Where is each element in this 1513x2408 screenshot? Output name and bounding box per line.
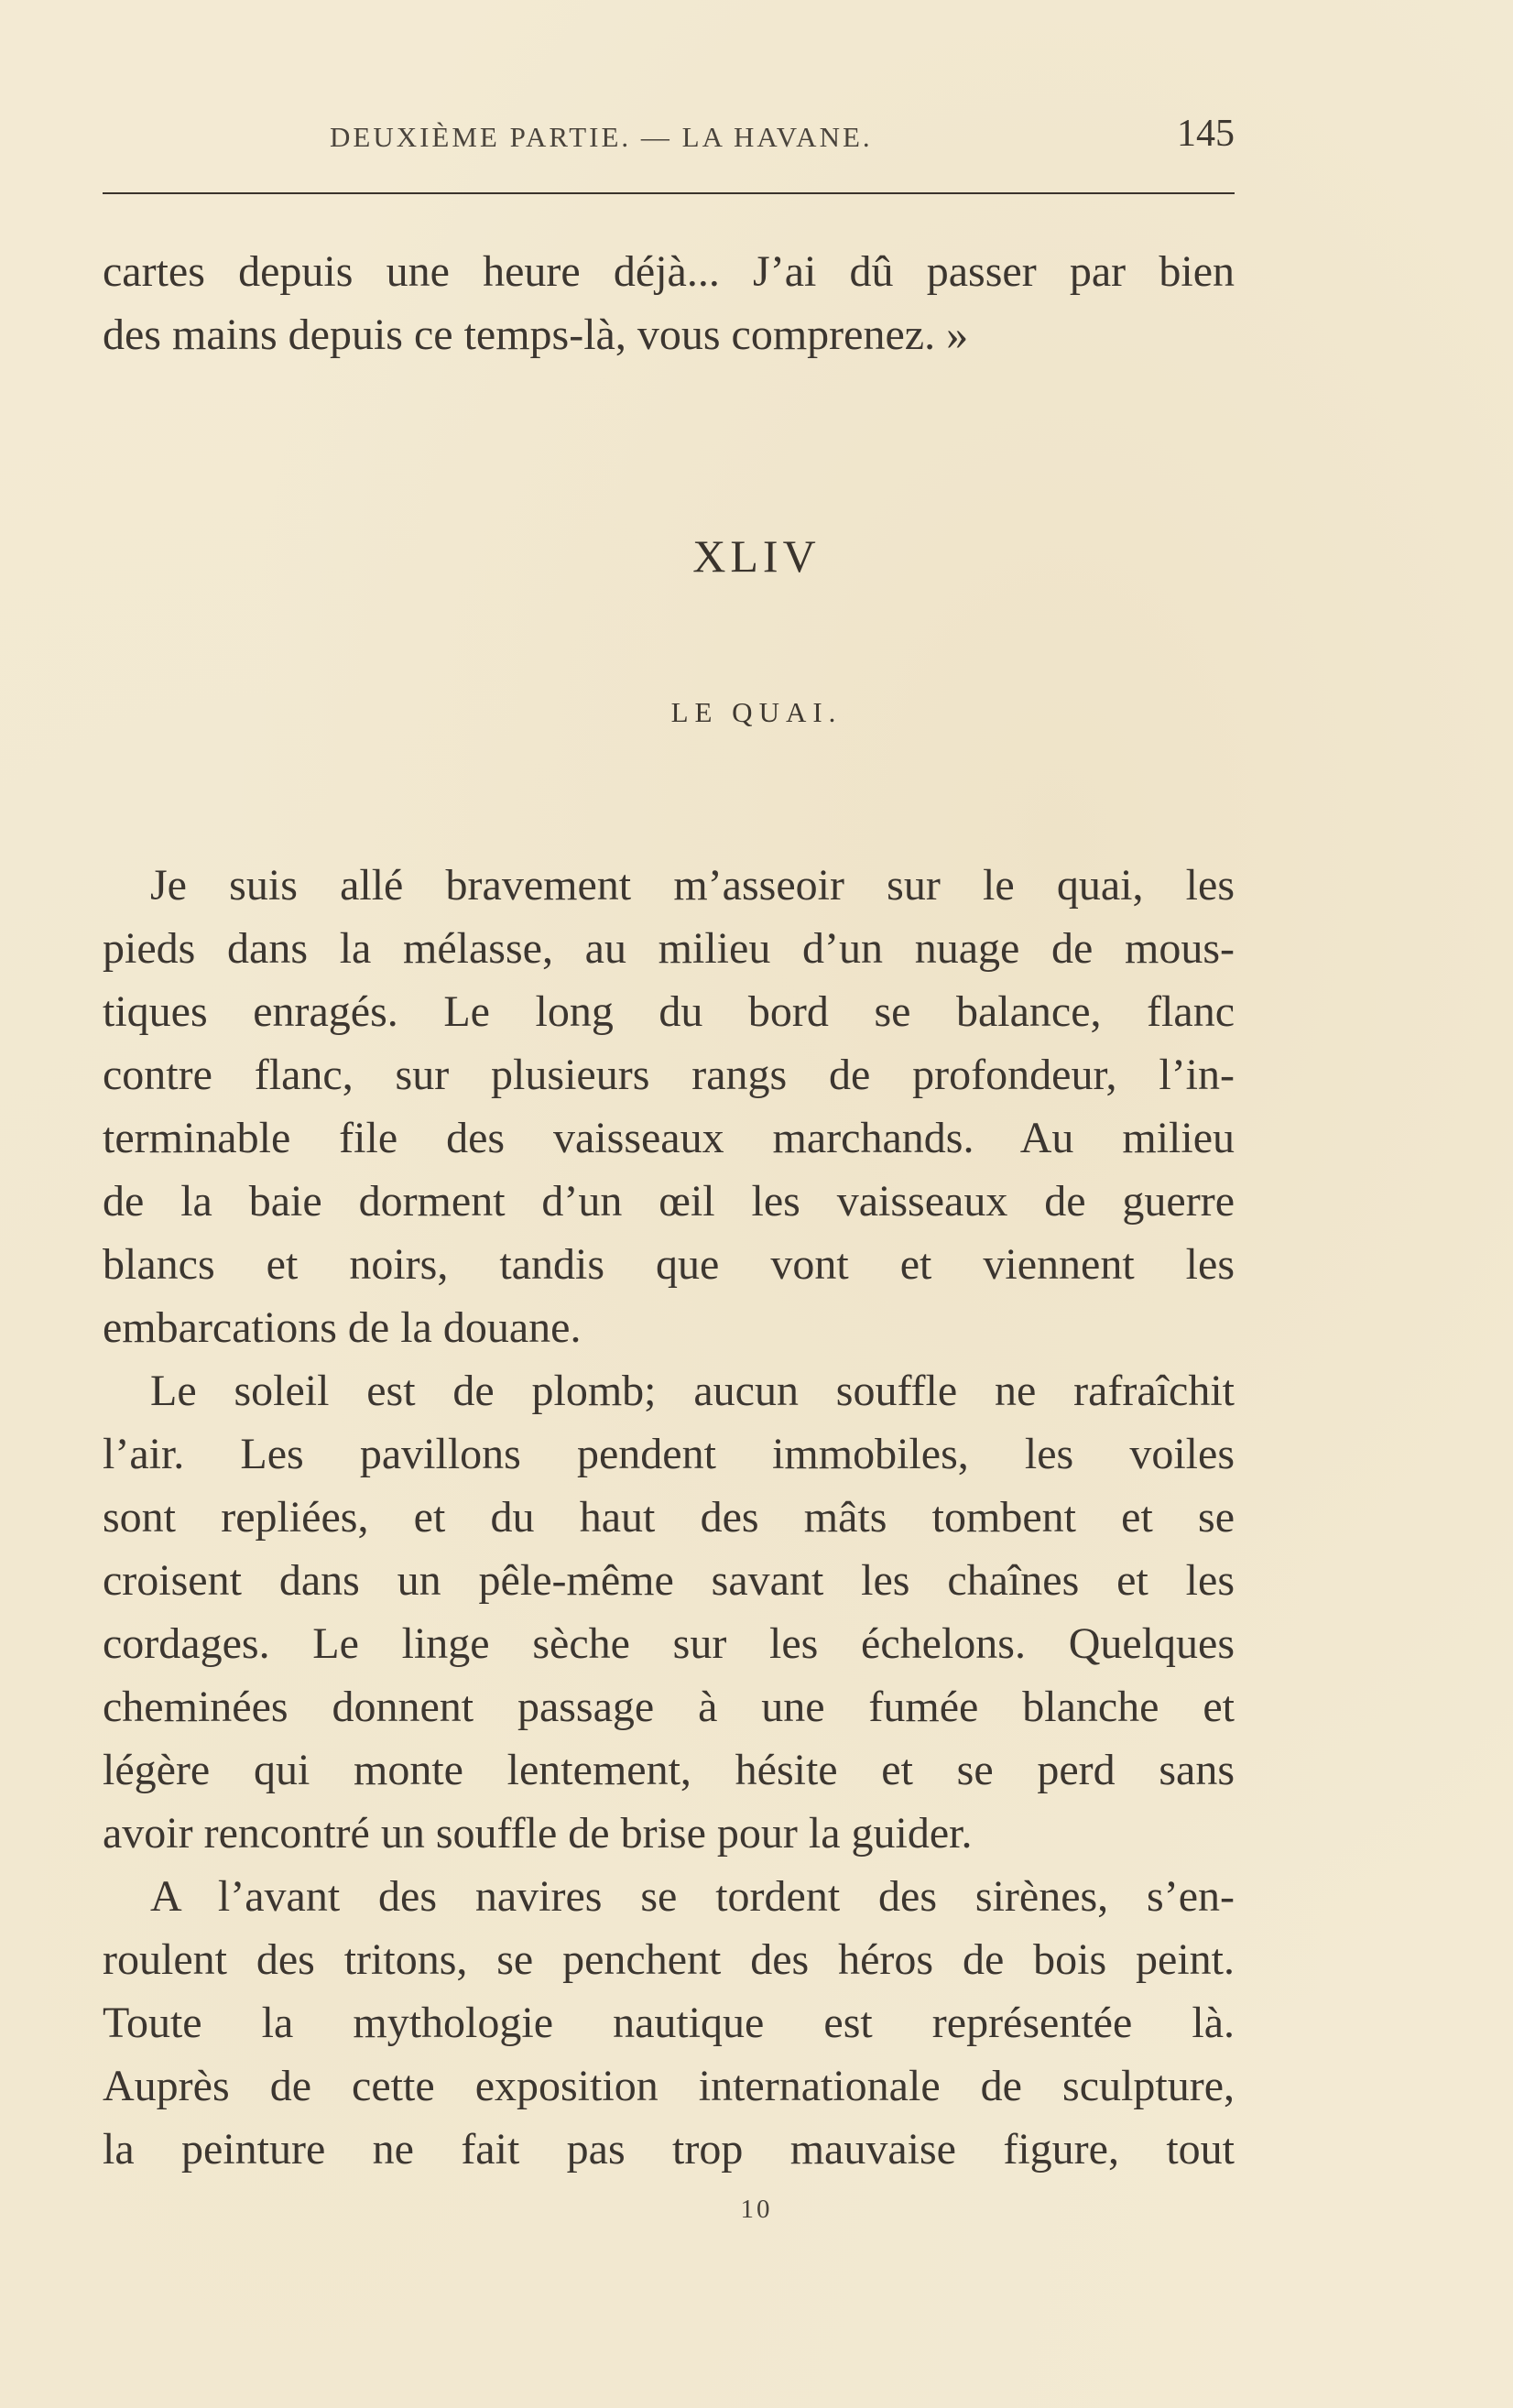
text-line: cheminées donnent passage à une fumée blanche et [103,1683,1235,1731]
text-line: la peinture ne fait pas trop mauvaise figure, tout [103,2125,1235,2174]
text-line: légère qui monte lentement, hésite et se perd sans [103,1746,1235,1794]
header-rule [103,192,1235,194]
text-line: tiques enragés. Le long du bord se balance, flanc [103,987,1235,1036]
signature-mark: 10 [740,2195,773,2224]
text-line: roulent des tritons, se penchent des héros de bois peint. [103,1935,1235,1984]
chapter-title: LE QUAI. [670,696,843,728]
text-line: l’air. Les pavillons pendent immobiles, les voiles [103,1430,1235,1478]
text-line: de la baie dorment d’un œil les vaisseaux de guerre [103,1177,1235,1226]
continued-paragraph [103,240,1235,366]
text-line: Auprès de cette exposition internationale de sculpture, [103,2062,1235,2110]
text-line: A l’avant des navires se tordent des sirènes, s’en- [150,1872,1235,1921]
text-line: cartes depuis une heure déjà... J’ai dû passer par bien [103,247,1235,296]
running-head [103,108,1235,163]
text-line: embarcations de la douane. [103,1303,582,1352]
text-line: croisent dans un pêle-même savant les chaînes et les [103,1556,1235,1605]
text-line: pieds dans la mélasse, au milieu d’un nuage de mous- [103,924,1235,973]
text-line: Le soleil est de plomb; aucun souffle ne rafraîchit [150,1367,1235,1415]
text-line: avoir rencontré un souffle de brise pour la guider. [103,1809,973,1858]
chapter-body [103,854,1235,2181]
page-number: 145 [1177,113,1235,155]
text-line: cordages. Le linge sèche sur les échelons. Quelques [103,1619,1235,1668]
text-line: Je suis allé bravement m’asseoir sur le quai, les [150,861,1235,910]
text-line: blancs et noirs, tandis que vont et viennent les [103,1240,1235,1289]
text-line: contre flanc, sur plusieurs rangs de profondeur, l’in- [103,1051,1235,1099]
chapter-number: XLIV [692,530,821,582]
running-head-title: DEUXIÈME PARTIE. — LA HAVANE. [330,121,873,153]
text-line: Toute la mythologie nautique est représentée là. [103,1999,1235,2047]
text-line: des mains depuis ce temps-là, vous comprenez. » [103,311,969,359]
text-line: sont repliées, et du haut des mâts tombent et se [103,1493,1235,1542]
text-line: terminable file des vaisseaux marchands. Au milieu [103,1114,1235,1162]
